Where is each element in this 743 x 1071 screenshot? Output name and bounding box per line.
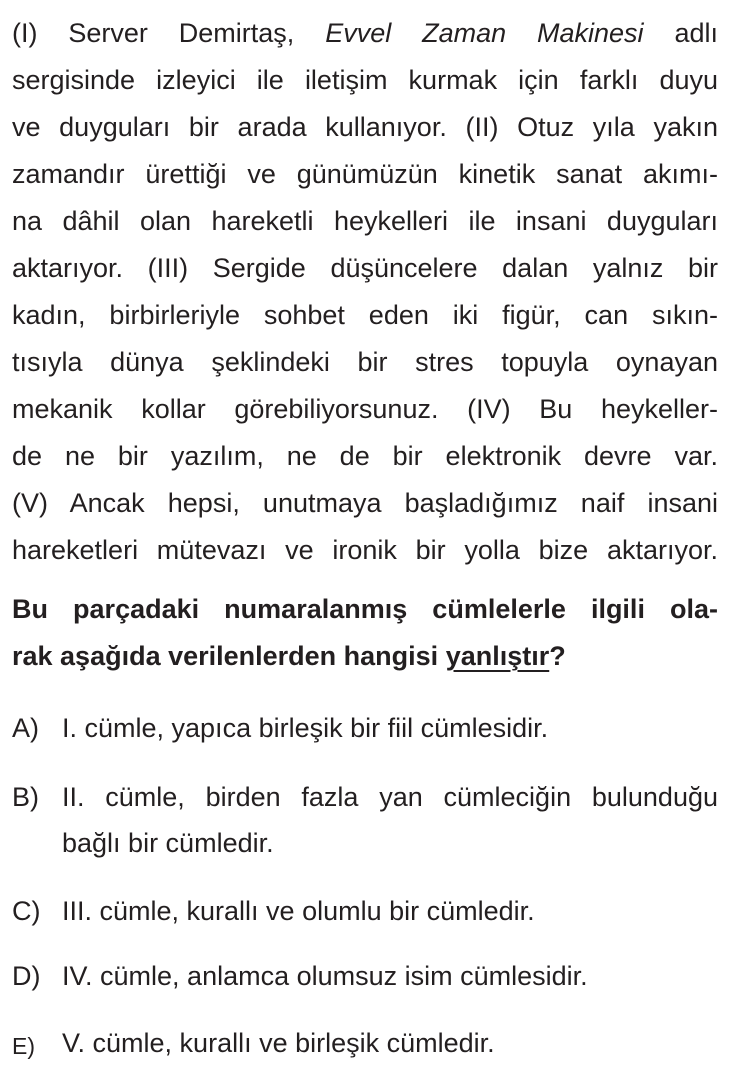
option-text bbox=[62, 888, 718, 934]
option-line: III. cümle, kurallı ve olumlu bir cümledir. bbox=[62, 896, 535, 926]
option-line: II. cümle, birden fazla yan cümleciğin bulunduğu bbox=[62, 782, 718, 812]
passage-line: na dâhil olan hareketli heykelleri ile insani duyguları bbox=[12, 206, 718, 236]
question-stem bbox=[12, 586, 718, 680]
question-text: rak aşağıda verilenlerden hangisi bbox=[12, 641, 446, 671]
passage-text: adlı bbox=[643, 18, 718, 48]
option-line: IV. cümle, anlamca olumsuz isim cümlesidir. bbox=[62, 961, 588, 991]
question-mark: ? bbox=[549, 641, 566, 671]
passage-text: (I) Server Demirtaş, bbox=[12, 18, 326, 48]
passage-line: hareketleri mütevazı ve ironik bir yolla bize aktarıyor. bbox=[12, 535, 718, 565]
option-line: bağlı bir cümledir. bbox=[62, 828, 274, 858]
passage-line: tısıyla dünya şeklindeki bir stres topuyla oynayan bbox=[12, 347, 718, 377]
passage-line: (V) Ancak hepsi, unutmaya başladığımız naif insani bbox=[12, 488, 718, 518]
passage-line: aktarıyor. (III) Sergide düşüncelere dalan yalnız bir bbox=[12, 253, 718, 283]
option-letter: A) bbox=[12, 713, 39, 743]
passage-line: mekanik kollar görebiliyorsunuz. (IV) Bu heykeller- bbox=[12, 394, 718, 424]
option-letter: D) bbox=[12, 961, 41, 991]
option-text bbox=[62, 705, 718, 751]
passage-line: sergisinde izleyici ile iletişim kurmak için farklı duyu bbox=[12, 65, 718, 95]
option-line: V. cümle, kurallı ve birleşik cümledir. bbox=[62, 1028, 495, 1058]
option-text bbox=[62, 1020, 718, 1066]
passage-line bbox=[12, 10, 718, 57]
option-letter: E) bbox=[12, 1033, 35, 1059]
question-line: Bu parçadaki numaralanmış cümlelerle ilgili ola- bbox=[12, 594, 718, 624]
passage-line: zamandır ürettiği ve günümüzün kinetik sanat akımı- bbox=[12, 159, 718, 189]
option-letter: C) bbox=[12, 896, 41, 926]
reading-passage bbox=[12, 10, 718, 574]
exhibition-title: Evvel Zaman Makinesi bbox=[325, 18, 644, 48]
question-line bbox=[12, 633, 718, 680]
passage-line: kadın, birbirleriyle sohbet eden iki figür, can sıkın- bbox=[12, 300, 718, 330]
passage-line: ve duyguları bir arada kullanıyor. (II) Otuz yıla yakın bbox=[12, 112, 718, 142]
option-line: I. cümle, yapıca birleşik bir fiil cümlesidir. bbox=[62, 713, 549, 743]
option-text bbox=[62, 774, 718, 866]
option-letter: B) bbox=[12, 782, 39, 812]
passage-line: de ne bir yazılım, ne de bir elektronik devre var. bbox=[12, 441, 718, 471]
emphasized-word: yanlıştır bbox=[445, 641, 550, 671]
option-text bbox=[62, 953, 718, 999]
